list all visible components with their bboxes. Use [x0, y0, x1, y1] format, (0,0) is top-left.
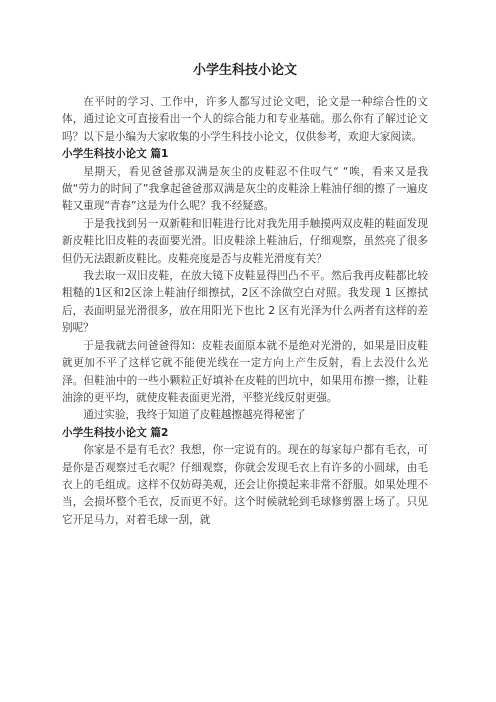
section-heading: 小学生科技小论文 篇1 — [62, 148, 169, 161]
section-1 — [62, 146, 428, 425]
section-paragraph: 通过实验，我终于知道了皮鞋越擦越亮得秘密了 — [83, 409, 306, 422]
section-2 — [62, 425, 428, 529]
intro-paragraph: 在平时的学习、工作中，许多人都写过论文吧，论文是一种综合性的文体，通过论文可直接看出一个人的综合能力和专业基础。那么你有了解过论文吗？以下是小编为大家收集的小学生科技小论文，仅供参考，欢迎大家阅读。 — [62, 96, 428, 143]
section-paragraph: 于是我找到另一双新鞋和旧鞋进行比对我先用手触摸两双皮鞋的鞋面发现新皮鞋比旧皮鞋的表面要光滑。旧皮鞋涂上鞋油后，仔细观察，虽然亮了很多但仍无法跟新皮鞋比。皮鞋亮度是否与皮鞋光滑度有关？ — [62, 217, 428, 265]
section-paragraph: 星期天，看见爸爸那双满是灰尘的皮鞋忍不住叹气“ “唉，看来又是我做“劳力的时间了”我拿起爸爸那双满是灰尘的皮鞋涂上鞋油仔细的擦了一遍皮鞋又重现“青春”这是为什么呢？我不经疑惑。 — [62, 165, 428, 213]
section-heading: 小学生科技小论文 篇2 — [62, 426, 169, 439]
section-paragraph: 我去取一双旧皮鞋，在放大镜下皮鞋显得凹凸不平。然后我再皮鞋都比较粗糙的1区和2区涂上鞋油仔细擦拭，2区不涂做空白对照。我发现 1 区擦拭后，表面明显光滑很多，放在用阳光下也比 2 区有光泽为什么两者有这样的差别呢？ — [62, 270, 428, 335]
document-title: 小学生科技小论文 — [192, 63, 297, 78]
section-paragraph: 于是我就去问爸爸得知：皮鞋表面原本就不是绝对光滑的，如果是旧皮鞋就更加不平了这样它就不能使光线在一定方向上产生反射，看上去没什么光泽。但鞋油中的一些小颗粒正好填补在皮鞋的凹坑中，如果用布擦一擦，让鞋油涂的更平均，就使皮鞋表面更光滑，平整光线反射更强。 — [62, 339, 428, 404]
section-paragraph: 你家是不是有毛衣？我想，你一定说有的。现在的每家每户都有毛衣，可是你是否观察过毛衣呢？仔细观察，你就会发现毛衣上有许多的小圆球，由毛衣上的毛组成。这样不仅妨碍美观，还会让你摸起来非常不舒服。如果处理不当，会损坏整个毛衣，反而更不好。这个时候就轮到毛球修剪器上场了。只见它开足马力，对着毛球一刮，就 — [62, 444, 428, 526]
